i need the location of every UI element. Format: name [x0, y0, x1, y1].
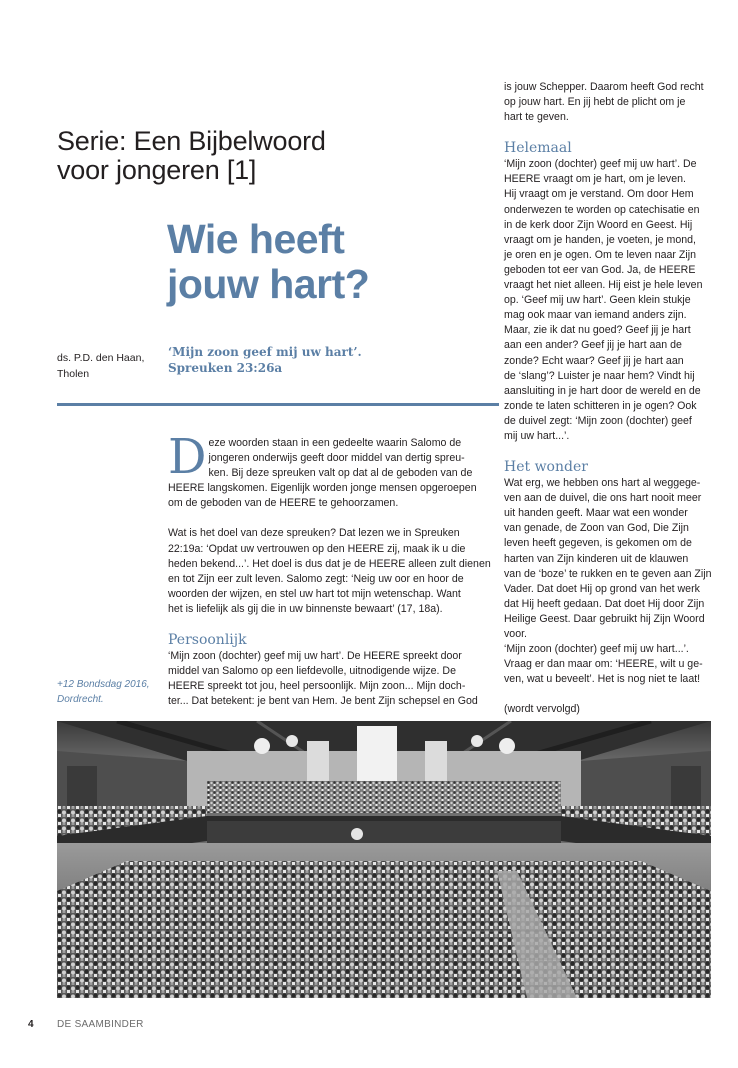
church-audience-photo — [57, 721, 711, 998]
body-line: op jouw hart. En jij hebt de plicht om je — [504, 96, 686, 109]
body-line: ‘Mijn zoon (dochter) geef mij uw hart’. De HEERE spreekt door — [168, 650, 462, 663]
body-line: Vader. Dat doet Hij op grond van het werk — [504, 582, 700, 595]
drop-cap: D — [168, 429, 207, 485]
publication-name: DE SAAMBINDER — [57, 1019, 144, 1030]
body-line: vraagt het niet alleen. Hij eist je hele leven — [504, 279, 703, 292]
subhead-helemaal: Helemaal — [504, 140, 572, 157]
body-line: aan een ander? Geef jij je hart aan de — [504, 339, 682, 352]
body-line: leven heeft gegeven, is gekomen om de — [504, 537, 692, 550]
body-line: mij uw hart...’. — [504, 429, 570, 442]
body-line: ter... Dat betekent: je bent van Hem. Je bent Zijn schepsel en God — [168, 695, 478, 708]
continued-note: (wordt vervolgd) — [504, 703, 580, 716]
body-line: zonde te laten schitteren in je ogen? Ook — [504, 399, 697, 412]
intro-line: jongeren onderwijs geeft door middel van dertig spreu- — [208, 452, 465, 465]
article-headline — [167, 217, 497, 307]
body-line: vraagt om je handen, je voeten, je mond, — [504, 233, 696, 246]
body-line: Wat erg, we hebben ons hart al weggege- — [504, 477, 701, 490]
body-line: op. ‘Geef mij uw hart’. Geen klein stukje — [504, 294, 691, 307]
body-line: geboden tot eer van God. Ja, de HEERE — [504, 263, 696, 276]
subhead-persoonlijk: Persoonlijk — [168, 632, 247, 649]
body-line: je oren en je ogen. Om te leven naar Zijn — [504, 248, 696, 261]
body-line: hart te geven. — [504, 111, 569, 124]
body-line: Maar, zie ik dat nu goed? Geef jij je hart — [504, 324, 691, 337]
body-line: harten van Zijn kinderen uit de klauwen — [504, 552, 689, 565]
series-title-line2: voor jongeren [1] — [57, 155, 257, 185]
body-line: aansluiting in je hart door de wereld en de — [504, 384, 701, 397]
quote-reference: Spreuken 23:26a — [168, 361, 283, 375]
body-line: van genade, de Zoon van God, Die Zijn — [504, 522, 689, 535]
body-line: onderwezen te worden op catechisatie en — [504, 203, 700, 216]
body-line: ven aan de duivel, die ons hart nooit meer — [504, 492, 702, 505]
intro-line: eze woorden staan in een gedeelte waarin Salomo de — [208, 437, 462, 449]
divider-rule — [57, 403, 499, 406]
author-byline — [57, 350, 157, 382]
body-line: in de kerk door Zijn Woord en Geest. Hij — [504, 218, 693, 231]
body-line: het is liefelijk als gij die in uw binnenste bewaart’ (17, 18a). — [168, 602, 443, 615]
headline-line1: Wie heeft — [167, 216, 345, 262]
body-line: de duivel zegt: ‘Mijn zoon (dochter) geef — [504, 414, 692, 427]
right-body-column — [504, 80, 719, 717]
author-name: ds. P.D. den Haan, — [57, 352, 145, 364]
body-line: en tot Zijn eer zult leven. Salomo zegt: ‘Neig uw oor en hoor de — [168, 572, 464, 585]
author-place: Tholen — [57, 368, 90, 380]
series-title — [57, 127, 357, 185]
body-line: ‘Mijn zoon (dochter) geef mij uw hart...’. — [504, 643, 689, 656]
body-line: Heilige Geest. Daar gebruikt hij Zijn Woord — [504, 612, 705, 625]
left-body-column — [168, 429, 498, 709]
body-line: HEERE spreekt tot jou, heel persoonlijk. Mijn zoon... Mijn doch- — [168, 680, 466, 693]
body-line: mag ook maar van iemand anders zijn. — [504, 309, 687, 322]
body-line: van de ‘boze’ te rukken en te geven aan Zijn — [504, 567, 712, 580]
body-line: is jouw Schepper. Daarom heeft God recht — [504, 81, 704, 93]
body-line: ven, wat u beveelt’. Het is nog niet te laat! — [504, 673, 701, 686]
photo-illustration — [57, 721, 711, 998]
body-line: uit handen geeft. Maar wat een wonder — [504, 507, 688, 520]
intro-line: HEERE langskomen. Eigenlijk worden jonge mensen opgeroepen — [168, 482, 477, 495]
page-number: 4 — [28, 1019, 34, 1030]
body-line: Vraag er dan maar om: ‘HEERE, wilt u ge- — [504, 658, 703, 671]
body-line: woorden der wijzen, en stel uw hart tot mijn wetenschap. Want — [168, 587, 461, 600]
subhead-het-wonder: Het wonder — [504, 459, 588, 476]
caption-line1: +12 Bondsdag 2016, — [57, 679, 150, 690]
headline-line2: jouw hart? — [167, 261, 370, 307]
quote-text: ‘Mijn zoon geef mij uw hart’. — [168, 345, 362, 359]
photo-caption — [57, 677, 157, 707]
body-line: middel van Salomo op een liefdevolle, uitnodigende wijze. De — [168, 665, 456, 678]
body-line: HEERE vraagt om je hart, om je leven. — [504, 173, 686, 186]
body-line: ‘Mijn zoon (dochter) geef mij uw hart’. De — [504, 158, 697, 171]
intro-line: om de geboden van de HEERE te gehoorzamen. — [168, 497, 399, 510]
body-line: 22:19a: ‘Opdat uw vertrouwen op den HEERE zij, maak ik u die — [168, 542, 466, 555]
body-line: voor. — [504, 628, 527, 640]
scripture-quote — [168, 344, 488, 376]
body-line: dat Hij heeft gedaan. Dat doet Hij door Zijn — [504, 597, 705, 610]
body-line: zonde? Echt waar? Geef jij je hart aan — [504, 354, 684, 367]
intro-line: ken. Bij deze spreuken valt op dat al de geboden van de — [208, 467, 473, 480]
body-line: de ‘slang’? Luister je naar hem? Vindt hij — [504, 369, 695, 382]
body-line: Wat is het doel van deze spreuken? Dat lezen we in Spreuken — [168, 527, 460, 540]
body-line: heden bekend...’. Het doel is dus dat je de HEERE alleen zult dienen — [168, 557, 491, 570]
body-line: Hij vraagt om je verstand. Om door Hem — [504, 188, 694, 201]
caption-line2: Dordrecht. — [57, 694, 104, 705]
series-title-line1: Serie: Een Bijbelwoord — [57, 126, 326, 156]
